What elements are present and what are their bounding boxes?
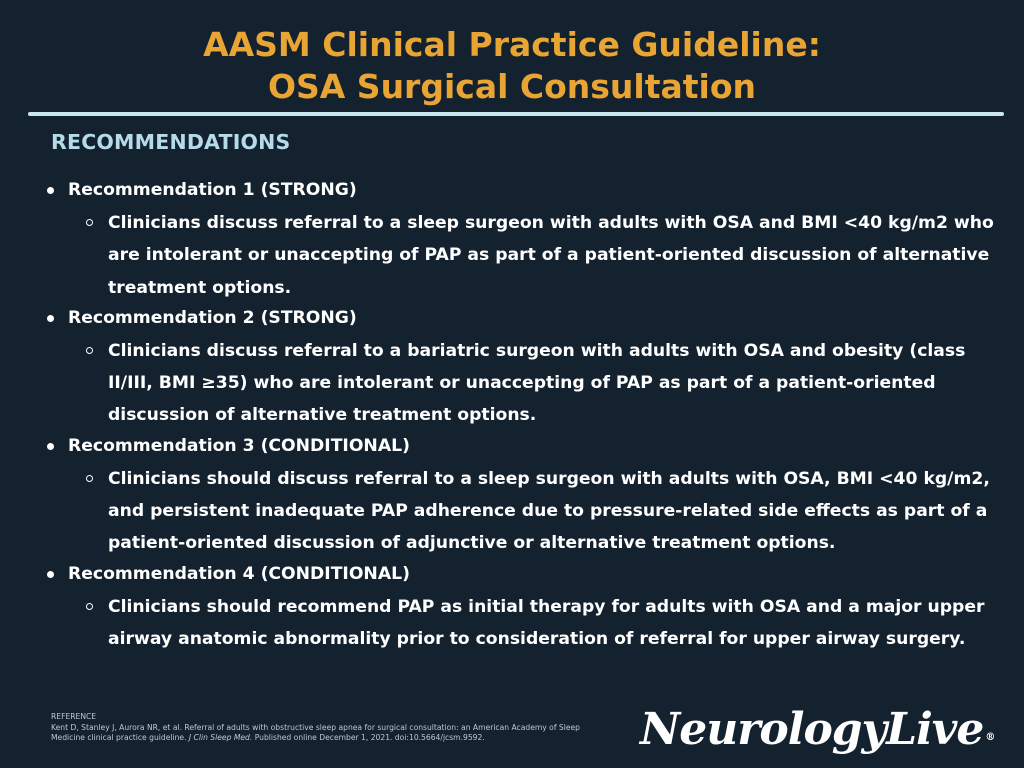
recommendation-1: [46, 176, 1006, 304]
title-line-2: OSA Surgical Consultation: [267, 67, 757, 106]
recommendation-2: [46, 304, 1006, 432]
recommendation-detail-text: Clinicians discuss referral to a bariatric surgeon with adults with OSA and obesity (class II/III, BMI ≥35) who are intolerant or unaccepting of PAP as part of a patient-oriented discussion of alternative treatment options.: [108, 340, 966, 426]
title-divider: [28, 112, 1004, 116]
section-heading: RECOMMENDATIONS: [51, 130, 291, 154]
bullet-circle-icon: [86, 603, 93, 610]
registered-mark-icon: ®: [985, 732, 995, 743]
recommendation-title: Recommendation 4 (CONDITIONAL): [68, 563, 410, 584]
recommendation-detail-text: Clinicians should discuss referral to a sleep surgeon with adults with OSA, BMI <40 kg/m2, and persistent inadequate PAP adherence due to pressure-related side effects as part of a patient-oriented discussion of adjunctive or alternative treatment options.: [108, 468, 990, 554]
bullet-dot-icon: [47, 443, 54, 450]
page-title: [0, 24, 1024, 108]
neurologylive-logo: [640, 700, 1000, 760]
reference-text: Kent D, Stanley J, Aurora NR, et al. Referral of adults with obstructive sleep apnea for surgical consultation: an American Academy of Sleep Medicine clinical practice guideline.: [51, 722, 580, 742]
reference-citation: [51, 712, 591, 744]
recommendation-detail: [46, 335, 1006, 432]
reference-text-end: Published online December 1, 2021. doi:10.5664/jcsm.9592.: [252, 733, 485, 742]
recommendation-detail: [46, 207, 1006, 304]
title-line-1: AASM Clinical Practice Guideline:: [203, 25, 821, 64]
recommendation-title: Recommendation 2 (STRONG): [68, 307, 357, 328]
recommendation-title: Recommendation 3 (CONDITIONAL): [68, 435, 410, 456]
recommendation-4: [46, 560, 1006, 656]
bullet-circle-icon: [86, 219, 93, 226]
recommendation-detail-text: Clinicians discuss referral to a sleep surgeon with adults with OSA and BMI <40 kg/m2 who are intolerant or unaccepting of PAP as part of a patient-oriented discussion of alternative treatment options.: [108, 213, 994, 298]
bullet-circle-icon: [86, 347, 93, 354]
reference-journal: J Clin Sleep Med.: [188, 733, 253, 742]
bullet-dot-icon: [47, 571, 54, 578]
recommendation-detail: [46, 591, 1006, 656]
recommendation-title: Recommendation 1 (STRONG): [68, 180, 357, 200]
recommendation-3: [46, 432, 1006, 560]
logo-text: NeurologyLive: [640, 704, 984, 755]
recommendation-detail: [46, 463, 1006, 560]
bullet-circle-icon: [86, 475, 93, 482]
reference-label: REFERENCE: [51, 712, 97, 721]
bullet-dot-icon: [47, 187, 54, 194]
bullet-dot-icon: [47, 315, 54, 322]
recommendation-detail-text: Clinicians should recommend PAP as initial therapy for adults with OSA and a major upper airway anatomic abnormality prior to consideration of referral for upper airway surgery.: [108, 596, 985, 649]
recommendations-list: [46, 176, 1006, 655]
